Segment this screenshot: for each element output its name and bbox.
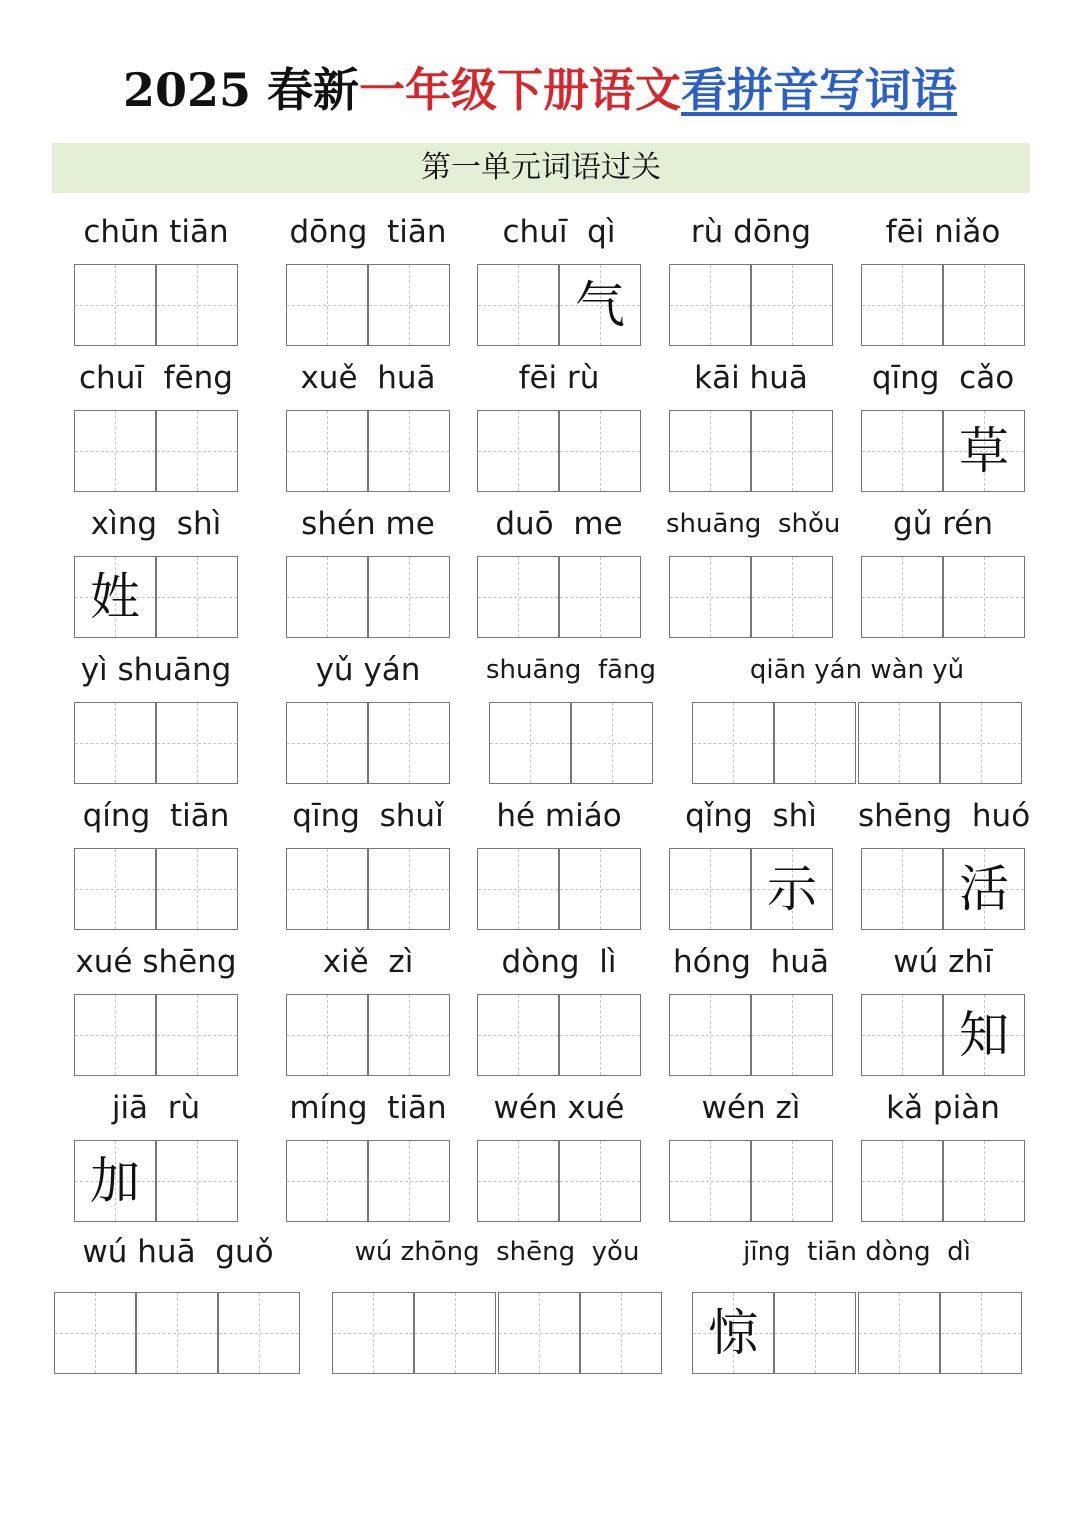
pinyin-label: kāi huā [694, 360, 808, 396]
writing-cell[interactable] [571, 702, 653, 784]
pinyin-label: qīng cǎo [871, 360, 1015, 396]
writing-cell[interactable] [861, 556, 943, 638]
writing-cell[interactable] [751, 1140, 833, 1222]
pinyin-label: chuī fēng [79, 360, 233, 396]
writing-cell[interactable] [156, 994, 238, 1076]
character-box-group [861, 556, 1025, 638]
pinyin-label: qǐng shì [685, 798, 817, 834]
writing-cell[interactable] [332, 1292, 414, 1374]
writing-cell[interactable] [692, 1292, 774, 1374]
pinyin-label: wú huā guǒ [82, 1234, 274, 1270]
character-box-group [74, 994, 238, 1076]
character-box-group [74, 848, 238, 930]
given-character: 知 [959, 1006, 1009, 1064]
writing-cell[interactable] [74, 702, 156, 784]
writing-cell[interactable] [136, 1292, 218, 1374]
unit-banner: 第一单元词语过关 [52, 143, 1030, 193]
writing-cell[interactable] [559, 994, 641, 1076]
character-box-group [861, 264, 1025, 346]
writing-cell[interactable] [74, 264, 156, 346]
character-box-group [669, 1140, 833, 1222]
pinyin-label: yǔ yán [315, 652, 421, 688]
writing-cell[interactable] [751, 848, 833, 930]
writing-cell[interactable] [861, 410, 943, 492]
writing-cell[interactable] [861, 994, 943, 1076]
writing-cell[interactable] [74, 410, 156, 492]
pinyin-label: fēi niǎo [885, 214, 1001, 250]
writing-cell[interactable] [861, 1140, 943, 1222]
pinyin-label: wén xué [493, 1090, 625, 1126]
character-box-group [74, 410, 238, 492]
character-box-group [669, 556, 833, 638]
writing-cell[interactable] [477, 410, 559, 492]
character-box-group [477, 994, 641, 1076]
page-title [0, 55, 1080, 125]
given-character: 活 [959, 860, 1009, 918]
character-box-group [861, 1140, 1025, 1222]
writing-cell[interactable] [751, 556, 833, 638]
writing-cell[interactable] [368, 702, 450, 784]
pinyin-label: yì shuāng [80, 652, 232, 688]
writing-cell[interactable] [368, 994, 450, 1076]
writing-cell[interactable] [156, 264, 238, 346]
pinyin-label: xué shēng [75, 944, 237, 980]
writing-cell[interactable] [559, 848, 641, 930]
pinyin-label: shēng huó [858, 798, 1031, 834]
writing-cell[interactable] [54, 1292, 136, 1374]
given-character: 加 [90, 1152, 140, 1210]
character-box-group [669, 848, 833, 930]
character-box-group [477, 410, 641, 492]
writing-cell[interactable] [943, 848, 1025, 930]
character-box-group [74, 1140, 238, 1222]
pinyin-label: wú zhōng shēng yǒu [354, 1237, 640, 1267]
character-box-group [669, 994, 833, 1076]
given-character: 示 [767, 860, 817, 918]
given-character: 气 [575, 276, 625, 334]
pinyin-label: duō me [495, 506, 623, 542]
character-box-group [489, 702, 653, 784]
writing-cell[interactable] [368, 848, 450, 930]
pinyin-label: qīng shuǐ [292, 798, 444, 834]
pinyin-label: qíng tiān [82, 798, 230, 834]
pinyin-label: jiā rù [111, 1090, 201, 1126]
character-box-group [286, 264, 450, 346]
writing-cell[interactable] [286, 1140, 368, 1222]
character-box-group [477, 848, 641, 930]
pinyin-label: shuāng fāng [486, 655, 657, 685]
writing-cell[interactable] [489, 702, 571, 784]
character-box-group [332, 1292, 662, 1374]
character-box-group [74, 556, 238, 638]
title-year: 2025 春新 [122, 63, 360, 117]
writing-cell[interactable] [751, 410, 833, 492]
character-box-group [74, 264, 238, 346]
writing-cell[interactable] [692, 702, 774, 784]
pinyin-label: gǔ rén [893, 506, 993, 542]
writing-cell[interactable] [368, 1140, 450, 1222]
pinyin-label: kǎ piàn [886, 1090, 1000, 1126]
character-box-group [54, 1292, 300, 1374]
pinyin-label: dòng lì [501, 944, 617, 980]
writing-cell[interactable] [669, 848, 751, 930]
writing-cell[interactable] [368, 264, 450, 346]
given-character: 草 [959, 422, 1009, 480]
writing-cell[interactable] [477, 1140, 559, 1222]
pinyin-label: qiān yán wàn yǔ [749, 655, 965, 685]
character-box-group [861, 848, 1025, 930]
writing-cell[interactable] [74, 848, 156, 930]
character-box-group [74, 702, 238, 784]
pinyin-label: shuāng shǒu [666, 509, 841, 539]
pinyin-label: rù dōng [690, 214, 812, 250]
writing-cell[interactable] [751, 994, 833, 1076]
writing-cell[interactable] [156, 556, 238, 638]
title-task: 看拼音写词语 [681, 63, 958, 117]
writing-cell[interactable] [559, 264, 641, 346]
writing-cell[interactable] [943, 264, 1025, 346]
pinyin-label: fēi rù [518, 360, 600, 396]
pinyin-label: chūn tiān [83, 214, 229, 250]
writing-cell[interactable] [774, 1292, 856, 1374]
writing-cell[interactable] [940, 1292, 1022, 1374]
writing-cell[interactable] [286, 848, 368, 930]
character-box-group [861, 994, 1025, 1076]
character-box-group [286, 556, 450, 638]
writing-cell[interactable] [218, 1292, 300, 1374]
writing-cell[interactable] [286, 702, 368, 784]
writing-cell[interactable] [669, 264, 751, 346]
character-box-group [477, 1140, 641, 1222]
writing-cell[interactable] [498, 1292, 580, 1374]
writing-cell[interactable] [669, 410, 751, 492]
writing-cell[interactable] [940, 702, 1022, 784]
pinyin-label: hé miáo [496, 798, 622, 834]
writing-cell[interactable] [943, 556, 1025, 638]
character-box-group [477, 556, 641, 638]
character-box-group [692, 702, 1022, 784]
character-box-group [286, 1140, 450, 1222]
writing-cell[interactable] [74, 556, 156, 638]
title-grade: 一年级下册语文 [359, 63, 682, 117]
writing-cell[interactable] [414, 1292, 496, 1374]
writing-cell[interactable] [286, 994, 368, 1076]
writing-cell[interactable] [156, 410, 238, 492]
character-box-group [477, 264, 641, 346]
character-box-group [669, 410, 833, 492]
writing-cell[interactable] [559, 1140, 641, 1222]
writing-cell[interactable] [477, 264, 559, 346]
pinyin-label: xuě huā [300, 360, 436, 396]
writing-cell[interactable] [669, 1140, 751, 1222]
character-box-group [669, 264, 833, 346]
pinyin-label: míng tiān [289, 1090, 447, 1126]
writing-cell[interactable] [943, 1140, 1025, 1222]
given-character: 惊 [708, 1304, 758, 1362]
writing-cell[interactable] [286, 410, 368, 492]
writing-cell[interactable] [559, 556, 641, 638]
character-box-group [692, 1292, 1022, 1374]
writing-cell[interactable] [861, 264, 943, 346]
writing-cell[interactable] [559, 410, 641, 492]
character-box-group [286, 410, 450, 492]
pinyin-label: xìng shì [90, 506, 222, 542]
writing-cell[interactable] [286, 556, 368, 638]
writing-cell[interactable] [477, 848, 559, 930]
pinyin-label: jīng tiān dòng dì [743, 1237, 971, 1267]
writing-cell[interactable] [477, 994, 559, 1076]
writing-cell[interactable] [74, 994, 156, 1076]
character-box-group [861, 410, 1025, 492]
writing-cell[interactable] [156, 1140, 238, 1222]
writing-cell[interactable] [943, 994, 1025, 1076]
writing-cell[interactable] [751, 264, 833, 346]
writing-cell[interactable] [774, 702, 856, 784]
writing-cell[interactable] [477, 556, 559, 638]
pinyin-label: wén zì [701, 1090, 801, 1126]
writing-cell[interactable] [368, 556, 450, 638]
writing-cell[interactable] [368, 410, 450, 492]
writing-cell[interactable] [861, 848, 943, 930]
character-box-group [286, 848, 450, 930]
pinyin-label: wú zhī [893, 944, 993, 980]
writing-cell[interactable] [286, 264, 368, 346]
pinyin-label: shén me [301, 506, 435, 542]
writing-cell[interactable] [156, 848, 238, 930]
character-box-group [286, 994, 450, 1076]
character-box-group [286, 702, 450, 784]
pinyin-label: xiě zì [322, 944, 414, 980]
writing-cell[interactable] [943, 410, 1025, 492]
writing-cell[interactable] [858, 702, 940, 784]
pinyin-label: dōng tiān [289, 214, 447, 250]
writing-cell[interactable] [858, 1292, 940, 1374]
given-character: 姓 [90, 568, 140, 626]
writing-cell[interactable] [669, 994, 751, 1076]
writing-cell[interactable] [580, 1292, 662, 1374]
pinyin-label: chuī qì [502, 214, 616, 250]
writing-cell[interactable] [74, 1140, 156, 1222]
pinyin-label: hóng huā [673, 944, 829, 980]
writing-cell[interactable] [669, 556, 751, 638]
writing-cell[interactable] [156, 702, 238, 784]
